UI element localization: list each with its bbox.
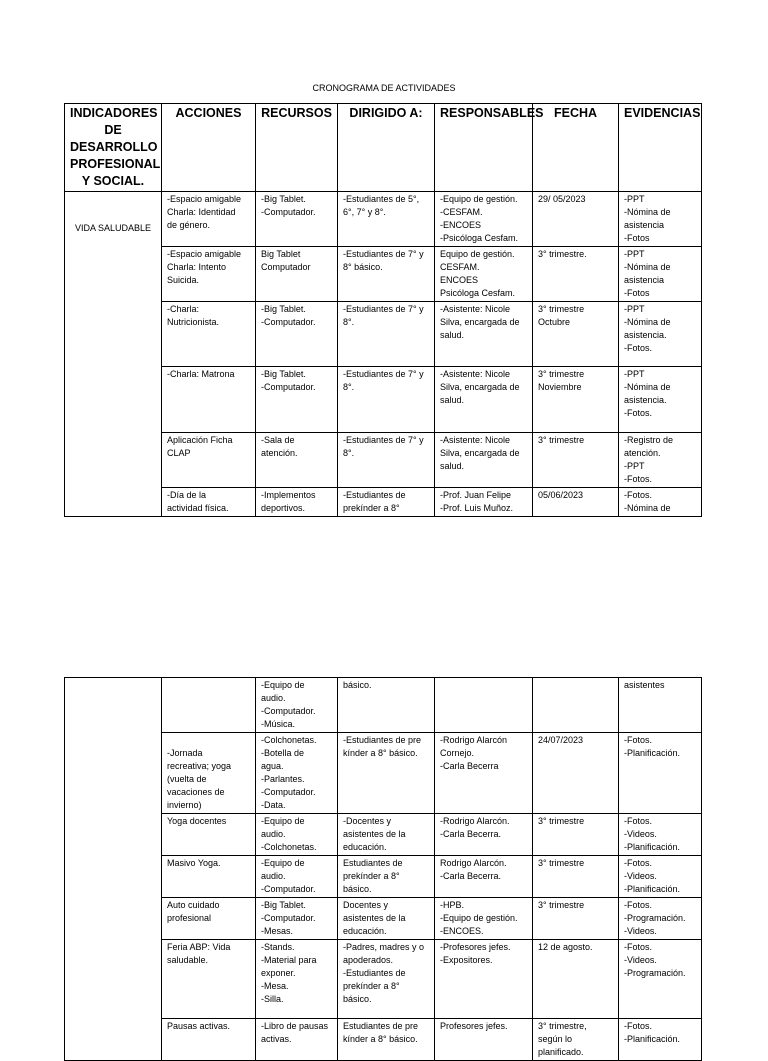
cell-action: -Jornada recreativa; yoga (vuelta de vacaciones de invierno) [162,733,256,814]
cell-evidence: -PPT -Nómina de asistencia. -Fotos. [619,367,702,433]
cell-responsible: -Asistente: Nicole Silva, encargada de salud. [435,302,533,367]
cell-action: Aplicación Ficha CLAP [162,433,256,488]
cell-action: Auto cuidado profesional [162,898,256,940]
cell-date: 24/07/2023 [533,733,619,814]
cell-resources: -Equipo de audio. -Colchonetas. [256,814,338,856]
cell-action: -Charla: Matrona [162,367,256,433]
cell-evidence: -Registro de atención. -PPT -Fotos. [619,433,702,488]
cell-target: Docentes y asistentes de la educación. [338,898,435,940]
header-row [65,104,702,192]
cell-evidence: -Fotos. -Programación. -Videos. [619,898,702,940]
cell-date: 29/ 05/2023 [533,192,619,247]
indicator-cell-continued [65,678,162,1061]
cell-target: -Estudiantes de 7° y 8° básico. [338,247,435,302]
cell-responsible: -Asistente: Nicole Silva, encargada de salud. [435,433,533,488]
cell-responsible: Equipo de gestión. CESFAM. ENCOES Psicóloga Cesfam. [435,247,533,302]
cell-evidence: -Fotos. -Planificación. [619,733,702,814]
cell-date: 3° trimestre. [533,247,619,302]
header-date: FECHA [533,104,619,192]
cell-resources: -Sala de atención. [256,433,338,488]
cell-resources: -Equipo de audio. -Computador. [256,856,338,898]
cell-target: -Padres, madres y o apoderados. -Estudiantes de prekínder a 8° básico. [338,940,435,1019]
cell-target: básico. [338,678,435,733]
header-target: DIRIGIDO A: [338,104,435,192]
cell-action: -Charla: Nutricionista. [162,302,256,367]
cell-resources: -Implementos deportivos. [256,488,338,517]
cell-action: -Espacio amigable Charla: Identidad de género. [162,192,256,247]
cell-date: 12 de agosto. [533,940,619,1019]
cell-evidence: asistentes [619,678,702,733]
cell-evidence: -PPT -Nómina de asistencia -Fotos [619,247,702,302]
cell-responsible: -Rodrigo Alarcón. -Carla Becerra. [435,814,533,856]
header-indicators: INDICADORES DE DESARROLLO PROFESIONAL Y SOCIAL. [65,104,162,192]
cell-date: 3° trimestre [533,856,619,898]
cell-target: Estudiantes de pre kínder a 8° básico. [338,1019,435,1061]
table-row [65,678,702,733]
cell-target: -Docentes y asistentes de la educación. [338,814,435,856]
cell-date: 3° trimestre, según lo planificado. [533,1019,619,1061]
cell-resources: -Big Tablet. -Computador. [256,302,338,367]
cell-evidence: -Fotos. -Videos. -Programación. [619,940,702,1019]
table-row [65,192,702,247]
cell-resources: -Big Tablet. -Computador. -Mesas. [256,898,338,940]
cell-action: -Día de la actividad física. [162,488,256,517]
cell-responsible: Rodrigo Alarcón. -Carla Becerra. [435,856,533,898]
schedule-table-part-2 [64,677,702,1061]
cell-target: -Estudiantes de 7° y 8°. [338,302,435,367]
cell-date: 3° trimestre [533,898,619,940]
cell-target: -Estudiantes de prekínder a 8° [338,488,435,517]
cell-responsible: -HPB. -Equipo de gestión. -ENCOES. [435,898,533,940]
cell-responsible: -Equipo de gestión. -CESFAM. -ENCOES -Psicóloga Cesfam. [435,192,533,247]
cell-responsible: -Prof. Juan Felipe -Prof. Luis Muñoz. [435,488,533,517]
header-resources: RECURSOS [256,104,338,192]
schedule-table-part-1 [64,103,702,517]
indicator-cell [65,192,162,517]
document-title: CRONOGRAMA DE ACTIVIDADES [312,83,456,93]
cell-action: -Espacio amigable Charla: Intento Suicida. [162,247,256,302]
cell-date: 05/06/2023 [533,488,619,517]
cell-resources: Big Tablet Computador [256,247,338,302]
cell-date: 3° trimestre Noviembre [533,367,619,433]
header-evidence: EVIDENCIAS [619,104,702,192]
cell-action: Pausas activas. [162,1019,256,1061]
cell-responsible: -Asistente: Nicole Silva, encargada de salud. [435,367,533,433]
cell-evidence: -Fotos. -Nómina de [619,488,702,517]
cell-date [533,678,619,733]
cell-resources: -Colchonetas. -Botella de agua. -Parlantes. -Computador. -Data. [256,733,338,814]
cell-target: Estudiantes de prekínder a 8° básico. [338,856,435,898]
cell-resources: -Equipo de audio. -Computador. -Música. [256,678,338,733]
cell-resources: -Big Tablet. -Computador. [256,192,338,247]
cell-action: Feria ABP: Vida saludable. [162,940,256,1019]
cell-responsible: Profesores jefes. [435,1019,533,1061]
cell-resources: -Big Tablet. -Computador. [256,367,338,433]
cell-target: -Estudiantes de 7° y 8°. [338,367,435,433]
cell-resources: -Libro de pausas activas. [256,1019,338,1061]
header-actions: ACCIONES [162,104,256,192]
cell-responsible: -Rodrigo Alarcón Cornejo. -Carla Becerra [435,733,533,814]
cell-action [162,678,256,733]
cell-action: Yoga docentes [162,814,256,856]
cell-evidence: -Fotos. -Planificación. [619,1019,702,1061]
header-responsible: RESPONSABLES [435,104,533,192]
cell-target: -Estudiantes de 7° y 8°. [338,433,435,488]
cell-responsible: -Profesores jefes. -Expositores. [435,940,533,1019]
cell-date: 3° trimestre Octubre [533,302,619,367]
cell-target: -Estudiantes de 5°, 6°, 7° y 8°. [338,192,435,247]
indicator-label: VIDA SALUDABLE [74,222,152,233]
cell-date: 3° trimestre [533,814,619,856]
cell-action: Masivo Yoga. [162,856,256,898]
cell-date: 3° trimestre [533,433,619,488]
cell-resources: -Stands. -Material para exponer. -Mesa. -Silla. [256,940,338,1019]
cell-evidence: -PPT -Nómina de asistencia -Fotos [619,192,702,247]
cell-target: -Estudiantes de pre kínder a 8° básico. [338,733,435,814]
cell-evidence: -Fotos. -Videos. -Planificación. [619,856,702,898]
cell-responsible [435,678,533,733]
cell-evidence: -Fotos. -Videos. -Planificación. [619,814,702,856]
cell-evidence: -PPT -Nómina de asistencia. -Fotos. [619,302,702,367]
